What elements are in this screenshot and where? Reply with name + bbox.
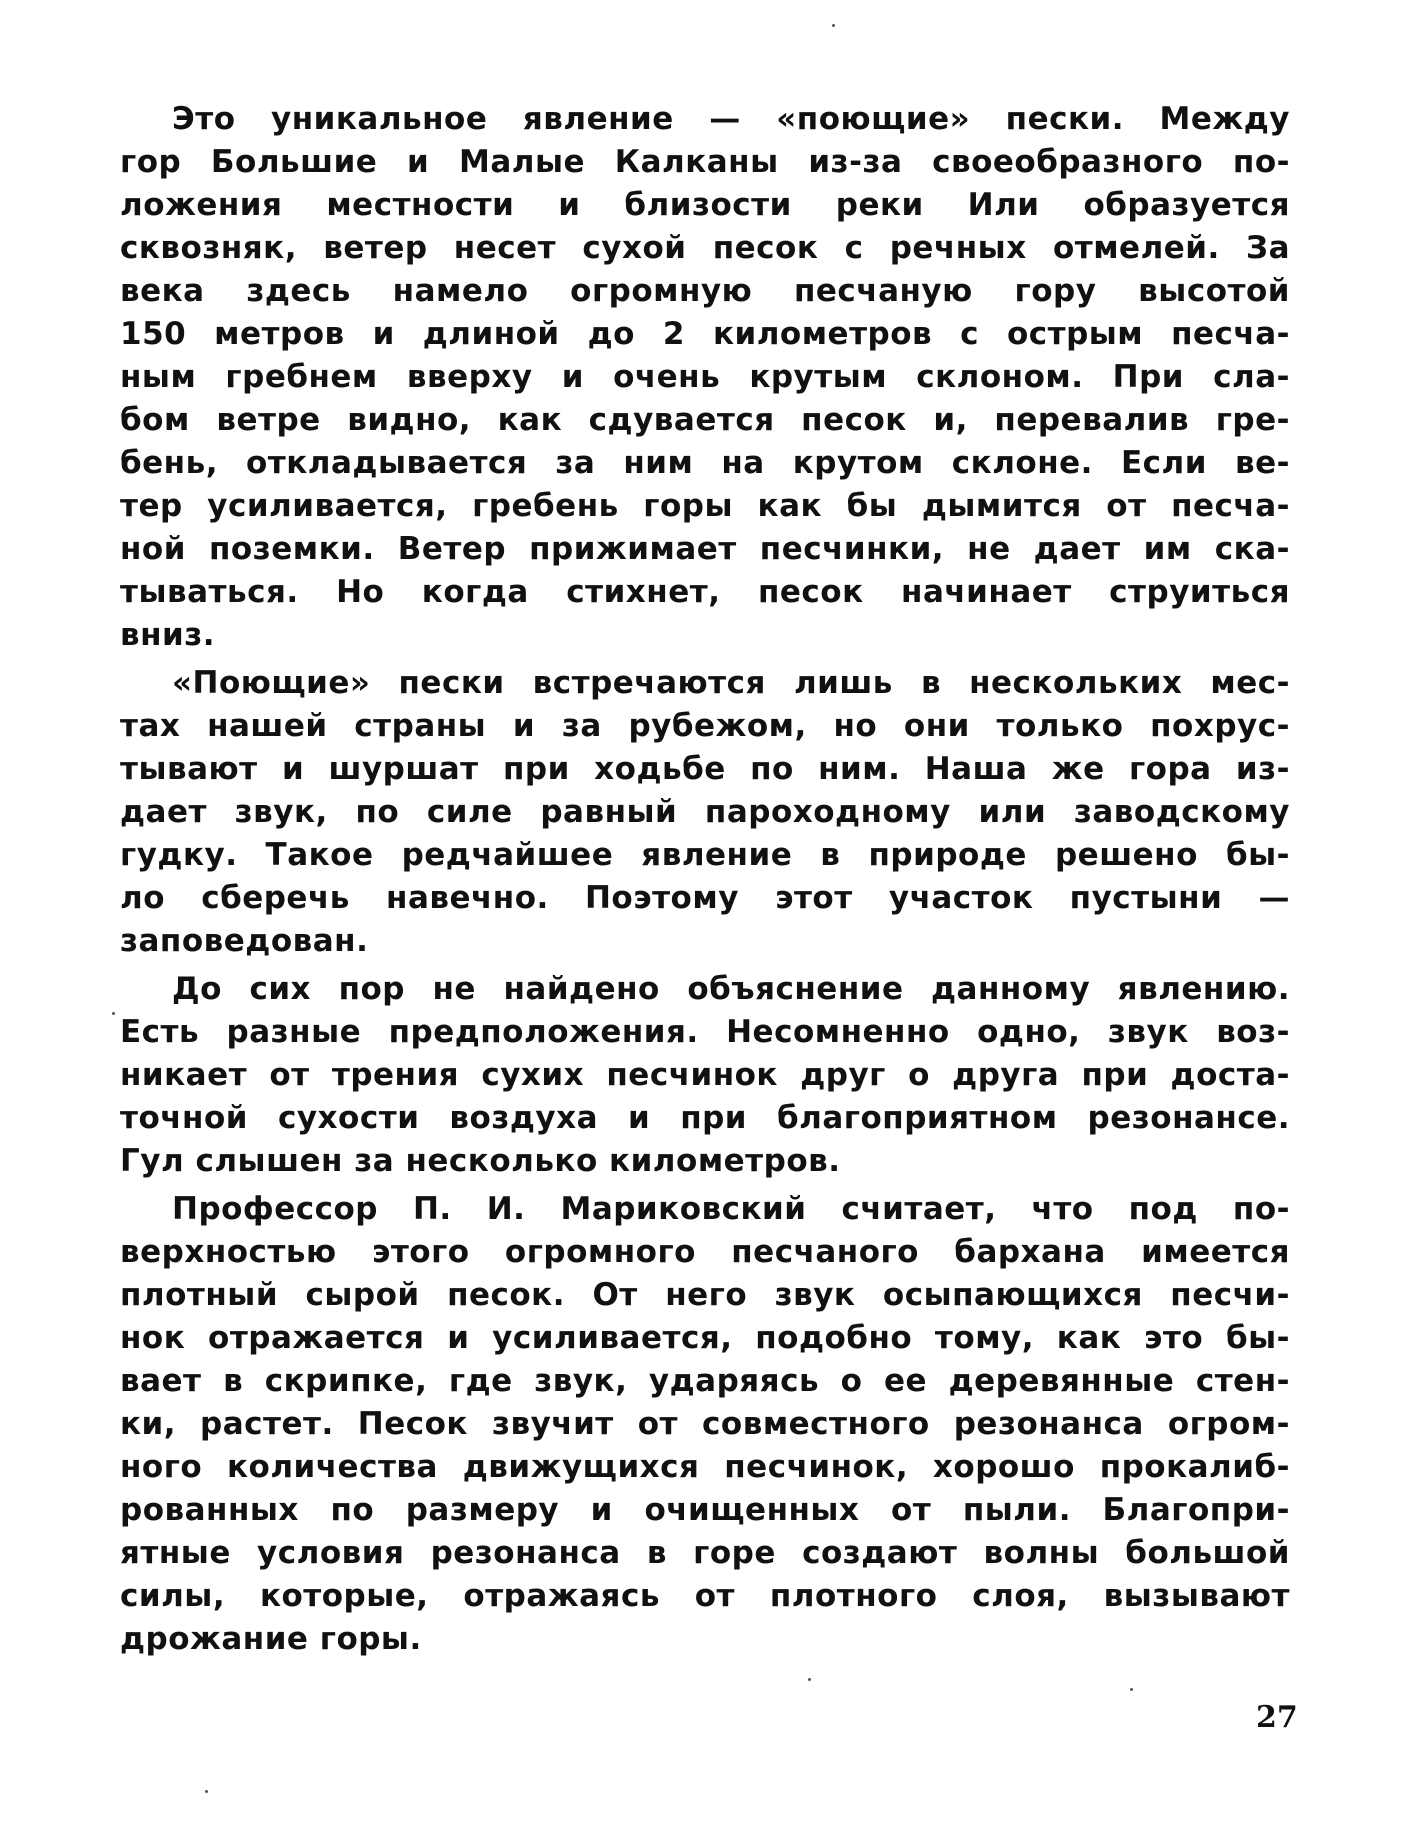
scan-speck [832,24,835,27]
text-line: никает от трения сухих песчинок друг о друга при доста- [120,1057,1290,1093]
text-line: гор Большие и Малые Калканы из-за своеобразного по- [120,144,1290,180]
text-line: ло сберечь навечно. Поэтому этот участок пустыни — [120,880,1290,916]
page-number: 27 [1256,1700,1298,1735]
paragraph-4 [120,1188,1290,1661]
text-line: гудку. Такое редчайшее явление в природе решено бы- [120,837,1290,873]
paragraph-2 [120,662,1290,963]
paragraph-3 [120,968,1290,1183]
text-line: 150 метров и длиной до 2 километров с острым песча- [120,316,1290,352]
text-line: верхностью этого огромного песчаного бархана имеется [120,1234,1290,1270]
text-line: бом ветре видно, как сдувается песок и, перевалив гре- [120,402,1290,438]
text-line: точной сухости воздуха и при благоприятном резонансе. [120,1100,1290,1136]
text-line: плотный сырой песок. От него звук осыпающихся песчи- [120,1277,1290,1313]
text-line: силы, которые, отражаясь от плотного слоя, вызывают [120,1578,1290,1614]
text-line: Есть разные предположения. Несомненно одно, звук воз- [120,1014,1290,1050]
text-line: тываться. Но когда стихнет, песок начинает струиться [120,574,1290,610]
text-line: «Поющие» пески встречаются лишь в нескольких мес- [172,665,1290,701]
text-line: заповедован. [120,923,369,959]
text-line: Гул слышен за несколько километров. [120,1143,841,1179]
text-line: Профессор П. И. Мариковский считает, что под по- [172,1191,1290,1227]
text-line: дрожание горы. [120,1621,422,1657]
text-line: рованных по размеру и очищенных от пыли. Благопри- [120,1492,1290,1528]
body-text [120,98,1290,1661]
text-line: сквозняк, ветер несет сухой песок с речных отмелей. За [120,230,1290,266]
text-line: вниз. [120,617,216,653]
text-line: ного количества движущихся песчинок, хорошо прокалиб- [120,1449,1290,1485]
text-line: До сих пор не найдено объяснение данному явлению. [172,971,1290,1007]
text-line: ным гребнем вверху и очень крутым склоном. При сла- [120,359,1290,395]
text-line: дает звук, по силе равный пароходному или заводскому [120,794,1290,830]
scan-speck [205,1790,208,1793]
text-line: века здесь намело огромную песчаную гору высотой [120,273,1290,309]
text-line: тах нашей страны и за рубежом, но они только похрус- [120,708,1290,744]
text-line: ной поземки. Ветер прижимает песчинки, не дает им ска- [120,531,1290,567]
text-line: Это уникальное явление — «поющие» пески. Между [172,101,1290,137]
text-line: тывают и шуршат при ходьбе по ним. Наша же гора из- [120,751,1290,787]
paragraph-1 [120,98,1290,657]
scan-speck [808,1678,811,1681]
scan-speck [112,1012,115,1015]
text-line: ки, растет. Песок звучит от совместного резонанса огром- [120,1406,1290,1442]
text-line: ятные условия резонанса в горе создают волны большой [120,1535,1290,1571]
scan-speck [1130,1688,1133,1691]
text-line: вает в скрипке, где звук, ударяясь о ее деревянные стен- [120,1363,1290,1399]
text-line: бень, откладывается за ним на крутом склоне. Если ве- [120,445,1290,481]
text-line: нок отражается и усиливается, подобно тому, как это бы- [120,1320,1290,1356]
text-line: тер усиливается, гребень горы как бы дымится от песча- [120,488,1290,524]
text-line: ложения местности и близости реки Или образуется [120,187,1290,223]
